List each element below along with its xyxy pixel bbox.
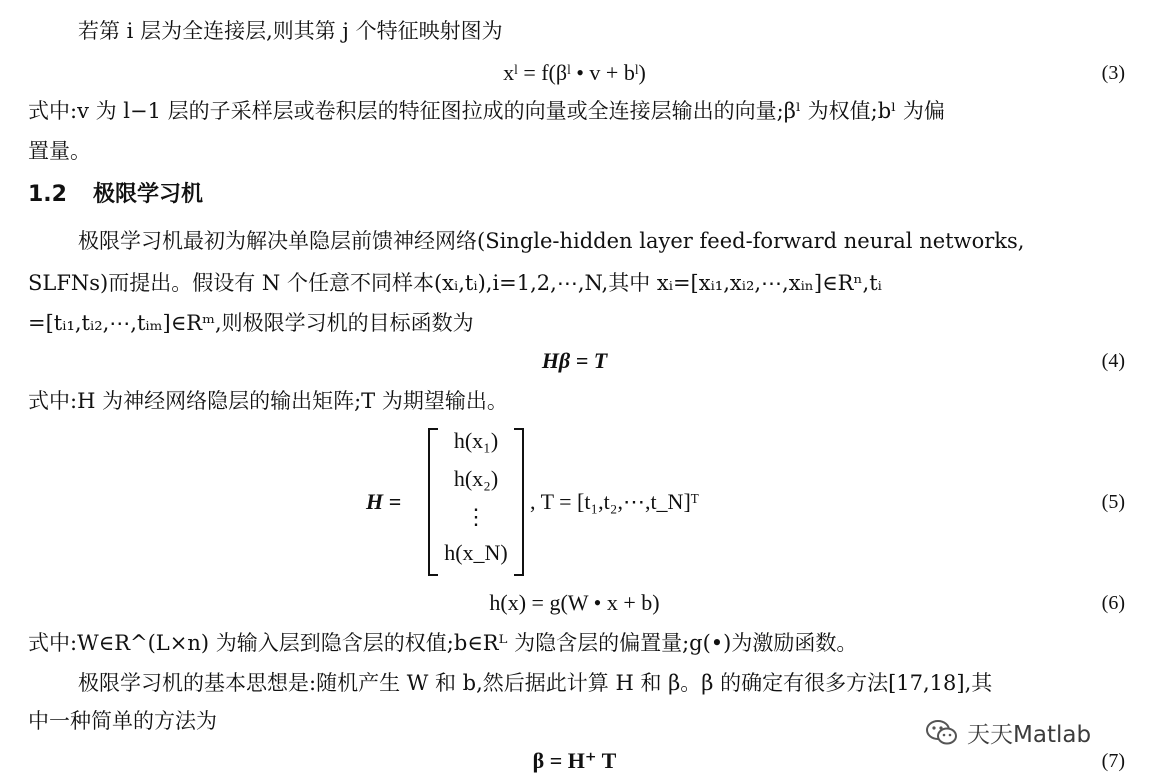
matrix-row-ellipsis: ⋮ [465, 504, 487, 529]
equation-6: h(x) = g(W • x + b) [489, 590, 660, 615]
paragraph-line-1: 若第 i 层为全连接层,则其第 j 个特征映射图为 [78, 19, 503, 43]
matrix-row-n: h(x_N) [444, 540, 508, 565]
equation-4-number: (4) [1101, 350, 1125, 372]
paragraph-line-8: 式中:W∈R^(L×n) 为输入层到隐含层的权值;b∈Rᴸ 为隐含层的偏置量;g(•)为激励函数。 [28, 631, 858, 655]
equation-5-number: (5) [1101, 491, 1125, 513]
paragraph-line-3: 置量。 [28, 139, 91, 163]
paragraph-line-4: 极限学习机最初为解决单隐层前馈神经网络(Single-hidden layer feed-forward neural networks, [78, 229, 1025, 253]
paragraph-line-5: SLFNs)而提出。假设有 N 个任意不同样本(xᵢ,tᵢ),i=1,2,⋯,N,其中 xᵢ=[xᵢ₁,xᵢ₂,⋯,xᵢₙ]∈Rⁿ,tᵢ [28, 271, 882, 295]
equation-5-matrix [428, 428, 524, 576]
equation-3-number: (3) [1101, 62, 1125, 84]
equation-7: β = H⁺ T [532, 748, 617, 773]
watermark [925, 716, 1091, 749]
watermark-text: 天天Matlab [967, 722, 1092, 748]
equation-5-lhs: H = [366, 489, 402, 514]
paragraph-line-10: 中一种简单的方法为 [28, 709, 217, 733]
section-heading [28, 180, 203, 210]
paragraph-line-6: =[tᵢ₁,tᵢ₂,⋯,tᵢₘ]∈Rᵐ,则极限学习机的目标函数为 [28, 311, 474, 335]
paragraph-line-9: 极限学习机的基本思想是:随机产生 W 和 b,然后据此计算 H 和 β。β 的确定有很多方法[17,18],其 [78, 671, 993, 695]
wechat-icon [925, 718, 959, 748]
paragraph-line-7: 式中:H 为神经网络隐层的输出矩阵;T 为期望输出。 [28, 389, 508, 413]
equation-5-rhs: , T = [t₁,t₂,⋯,t_N]ᵀ [530, 489, 699, 514]
equation-3: xˡ = f(βˡ • v + bˡ) [503, 60, 646, 85]
paragraph-line-2: 式中:v 为 l−1 层的子采样层或卷积层的特征图拉成的向量或全连接层输出的向量;βˡ 为权值;bˡ 为偏 [28, 99, 945, 123]
matrix-row-2: h(x₂) [453, 466, 499, 491]
equation-7-number: (7) [1101, 750, 1125, 772]
equation-4: Hβ = T [541, 348, 608, 373]
matrix-row-1: h(x₁) [453, 428, 499, 453]
section-title: 极限学习机 [92, 182, 203, 207]
section-number: 1.2 [28, 182, 67, 207]
equation-6-number: (6) [1101, 592, 1125, 614]
